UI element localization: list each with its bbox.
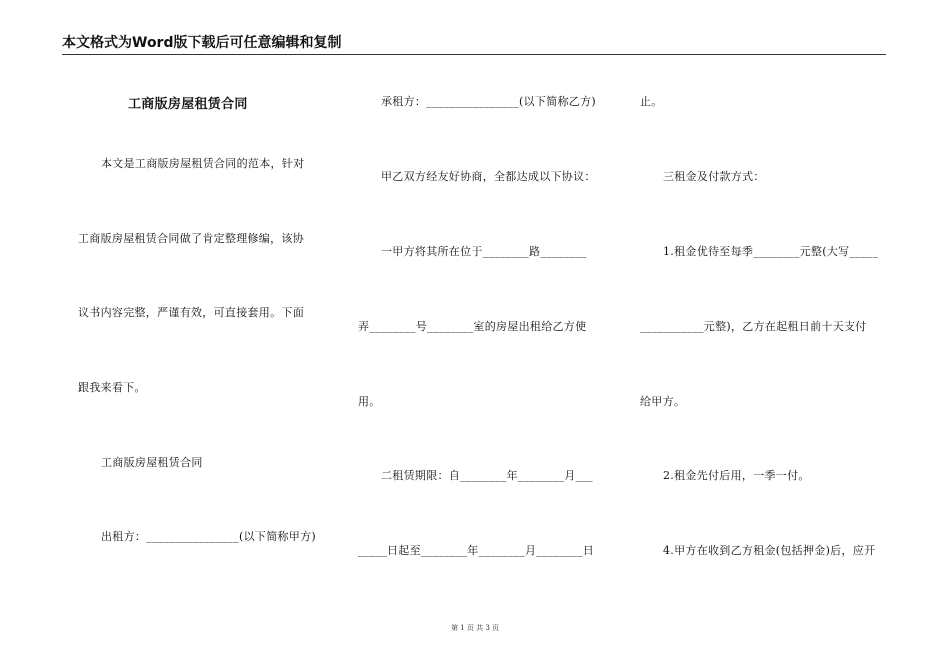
col1-line: 本文是工商版房屋租赁合同的范本，针对 <box>101 157 305 170</box>
col2-line: 一甲方将其所在位于________路________ <box>381 245 587 258</box>
page-footer: 第 1 页 共 3 页 <box>450 624 500 632</box>
col3-line: 4.甲方在收到乙方租金(包括押金)后，应开 <box>663 544 876 557</box>
col1-line: 工商版房屋租赁合同做了肯定整理修编，该协 <box>78 232 304 245</box>
col2-line: 用。 <box>358 395 381 408</box>
col3-line: 1.租金优待至每季________元整(大写_____ <box>663 245 879 258</box>
col1-line: 出租方：________________(以下简称甲方) <box>101 530 316 543</box>
col2-line: 承租方：________________(以下简称乙方) <box>381 95 596 108</box>
col3-line: 给甲方。 <box>640 395 686 408</box>
col2-line: 弄________号________室的房屋出租给乙方使 <box>358 320 587 333</box>
col3-line: 三租金及付款方式： <box>663 170 765 183</box>
col1-line: 跟我来看下。 <box>78 381 146 394</box>
col2-line: 甲乙双方经友好协商，全都达成以下协议： <box>381 170 596 183</box>
col3-line: 止。 <box>640 95 663 108</box>
col3-line: ___________元整)，乙方在起租日前十天支付 <box>640 320 867 333</box>
col1-line: 议书内容完整，严谨有效，可直接套用。下面 <box>78 306 304 319</box>
col3-line: 2.租金先付后用，一季一付。 <box>663 469 810 482</box>
document-title: 工商版房屋租赁合同 <box>128 97 248 112</box>
document-header: 本文格式为Word版下载后可任意编辑和复制 <box>62 34 886 55</box>
col2-line: _____日起至________年________月________日 <box>358 544 594 557</box>
col1-line: 工商版房屋租赁合同 <box>101 456 203 469</box>
col2-line: 二租赁期限：自________年________月___ <box>381 469 593 482</box>
